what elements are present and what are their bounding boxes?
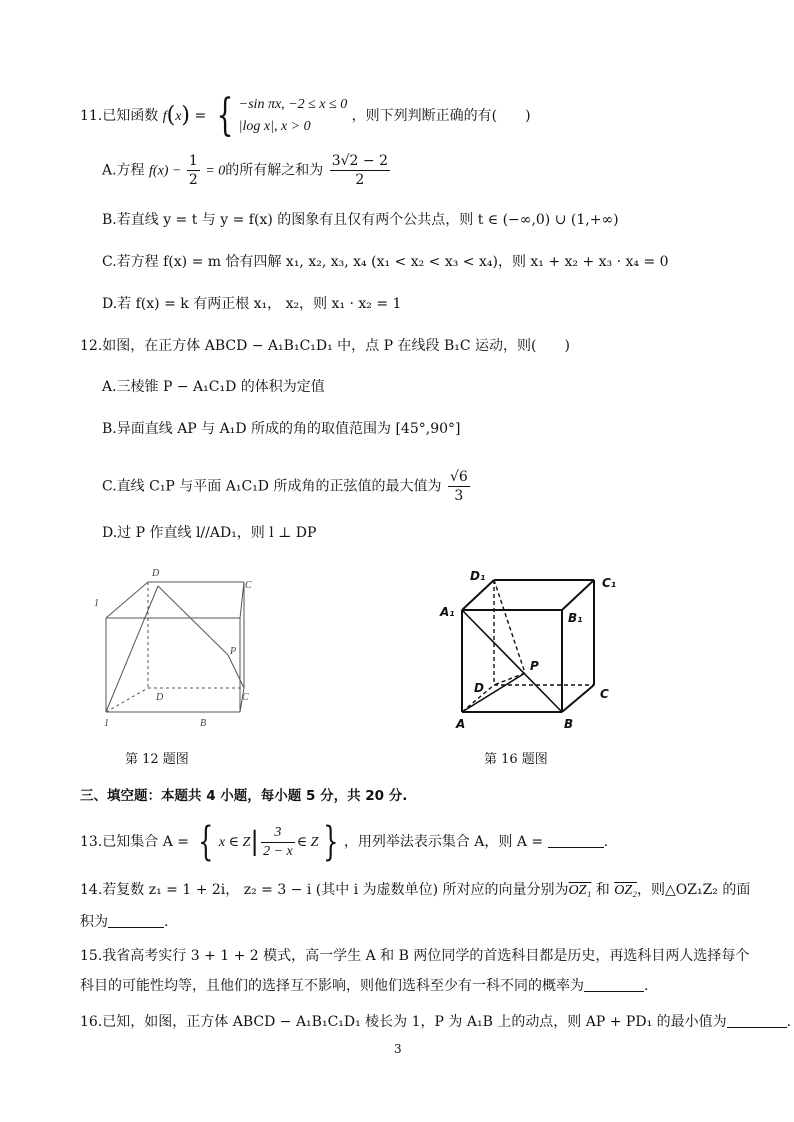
q11-a-prefix: A.方程 xyxy=(102,162,145,179)
fig16-edge xyxy=(562,580,594,610)
fig16-label-p: P xyxy=(530,659,539,673)
fig16-edge xyxy=(462,580,494,610)
q11-x: x xyxy=(175,109,182,124)
fig16-label-c: C xyxy=(600,687,609,701)
figure-16-cube xyxy=(432,560,632,735)
q11-piece1: −sin πx, −2 ≤ x ≤ 0 xyxy=(238,97,348,112)
fig16-label-c1: C₁ xyxy=(602,576,617,590)
q11-stem-prefix: 11.已知函数 xyxy=(80,108,159,124)
fig12-edge xyxy=(106,582,148,618)
q15-line2-end: . xyxy=(644,978,649,994)
fig16-label-d1: D₁ xyxy=(470,569,486,583)
q14-vector-1: OZ₁ xyxy=(568,883,592,898)
q14-line2 xyxy=(80,912,168,932)
fig12-label-d-low: D xyxy=(156,692,164,703)
figure-12-cube xyxy=(88,560,268,730)
fig12-hidden-edge xyxy=(106,688,148,712)
q11-option-d: D.若 f(x) = k 有两正根 x₁， x₂，则 x₁ · x₂ = 1 xyxy=(102,296,402,312)
q11-option-b: B.若直线 y = t 与 y = f(x) 的图象有且仅有两个公共点，则 t ∈ (−∞,0) ∪ (1,+∞) xyxy=(102,212,619,228)
fig12-diagonal xyxy=(158,586,228,655)
q11-a-text: 的所有解之和为 xyxy=(225,162,324,179)
q13-bar: | xyxy=(250,827,260,857)
q13-frac-den: 2 − x xyxy=(263,843,293,859)
q11-cases xyxy=(239,94,348,138)
fig12-label-b: B xyxy=(200,718,207,729)
fig12-edge xyxy=(240,582,244,618)
q14-and: 和 xyxy=(591,882,615,898)
q13-set-right: ∈ Z xyxy=(296,835,319,850)
page-number: 3 xyxy=(394,1042,402,1056)
q14-answer-blank[interactable] xyxy=(108,913,164,928)
fig12-label-p: P xyxy=(230,646,237,657)
q15-line1: 15.我省高考实行 3 + 1 + 2 模式，高一学生 A 和 B 两位同学的首选科目都是历史，再选科目两人选择每个 xyxy=(80,948,750,964)
q16-answer-blank[interactable] xyxy=(727,1013,787,1028)
fig12-label-c: C xyxy=(245,580,252,591)
q11-paren-close: ) xyxy=(181,103,191,128)
q11-a-ans-num: 3√2 − 2 xyxy=(331,153,388,169)
q11-a-half-num: 1 xyxy=(188,153,198,169)
q11-option-a xyxy=(102,152,392,189)
q13-frac-num: 3 xyxy=(261,824,295,843)
fig16-label-a: A xyxy=(456,717,466,731)
q15-line2 xyxy=(80,976,648,996)
q12-c-prefix: C.直线 C₁P 与平面 A₁C₁D 所成角的正弦值的最大值为 xyxy=(102,478,442,495)
q12-option-a: A.三棱锥 P − A₁C₁D 的体积为定值 xyxy=(102,379,325,395)
fig16-label-b: B xyxy=(564,717,574,731)
fig16-caption: 第 16 题图 xyxy=(484,752,548,767)
q13 xyxy=(80,819,609,865)
q15-line2-text: 科目的可能性均等，且他们的选择互不影响，则他们选科至少有一科不同的概率为 xyxy=(80,978,584,994)
q11-a-mid: = 0 xyxy=(201,163,226,179)
fig12-diagonal xyxy=(106,586,158,712)
q11-option-c: C.若方程 f(x) = m 恰有四解 x₁, x₂, x₃, x₄ (x₁ < x₂ < x₃ < x₄)，则 x₁ + x₂ + x₃ · x₄ = 0 xyxy=(102,254,669,270)
q14-line2-end: . xyxy=(164,914,169,930)
q11-a-ans-den: 2 xyxy=(355,172,365,188)
fig16-segment-a1b xyxy=(462,610,562,712)
q13-brace-left: { xyxy=(198,819,214,865)
q14-line2-text: 积为 xyxy=(80,914,108,930)
fig16-edge xyxy=(562,685,594,712)
q11-a-eq: f(x) − xyxy=(149,163,185,179)
q11-stem xyxy=(80,90,531,141)
fig12-label-a1: 1 xyxy=(94,598,99,609)
q13-suffix: ，用列举法表示集合 A，则 A = xyxy=(343,834,548,850)
q11-piece2: |log x|, x > 0 xyxy=(238,119,311,134)
q12-option-b: B.异面直线 AP 与 A₁D 所成的角的取值范围为 [45°,90°] xyxy=(102,421,461,437)
q13-prefix: 13.已知集合 A = xyxy=(80,834,194,850)
section-3-heading: 三、填空题：本题共 4 小题，每小题 5 分，共 20 分. xyxy=(80,788,408,804)
fig12-caption: 第 12 题图 xyxy=(125,752,189,767)
q11-a-answer xyxy=(330,152,390,189)
q13-frac xyxy=(261,824,295,861)
q14-line1 xyxy=(80,880,750,901)
q11-eq: = xyxy=(190,108,211,124)
q14-line1-end: ，则△OZ₁Z₂ 的面 xyxy=(636,882,751,898)
fig16-label-b1: B₁ xyxy=(568,611,583,625)
q11-stem-suffix: ，则下列判断正确的有( ) xyxy=(351,108,531,124)
q14-text: 14.若复数 z₁ = 1 + 2i， z₂ = 3 − i (其中 i 为虚数单位) 所对应的向量分别为 xyxy=(80,882,569,898)
q13-set-left: x ∈ Z xyxy=(218,835,251,850)
q16 xyxy=(80,1012,791,1032)
q13-end: . xyxy=(603,834,609,850)
q16-text: 16.已知，如图，正方体 ABCD − A₁B₁C₁D₁ 棱长为 1，P 为 A₁B 上的动点，则 AP + PD₁ 的最小值为 xyxy=(80,1014,727,1030)
q12-option-c xyxy=(102,468,472,505)
q12-c-num: √6 xyxy=(449,469,468,485)
q16-end: . xyxy=(786,1014,792,1030)
q11-a-half xyxy=(187,152,200,189)
q11-paren: ( xyxy=(166,103,176,128)
fig12-label-a: 1 xyxy=(104,718,109,729)
q11-a-half-den: 2 xyxy=(188,172,198,188)
fig12-segment xyxy=(228,655,244,688)
q12-c-frac xyxy=(448,468,470,505)
q15-answer-blank[interactable] xyxy=(584,977,644,992)
q11-brace: { xyxy=(216,90,234,141)
q12-stem: 12.如图，在正方体 ABCD − A₁B₁C₁D₁ 中，点 P 在线段 B₁C 运动，则( ) xyxy=(80,338,570,354)
fig16-label-d: D xyxy=(474,681,484,695)
fig12-label-c-low: C xyxy=(242,692,249,703)
q14-vector-2: OZ₂ xyxy=(614,883,637,898)
q13-answer-blank[interactable] xyxy=(548,833,604,848)
q13-brace-right: } xyxy=(323,819,339,865)
fig12-label-d: D xyxy=(152,568,160,579)
q11-fx: f xyxy=(162,109,167,124)
q12-option-d: D.过 P 作直线 l//AD₁，则 l ⊥ DP xyxy=(102,525,317,541)
q12-c-den: 3 xyxy=(454,488,464,504)
fig16-label-a1: A₁ xyxy=(440,605,455,619)
